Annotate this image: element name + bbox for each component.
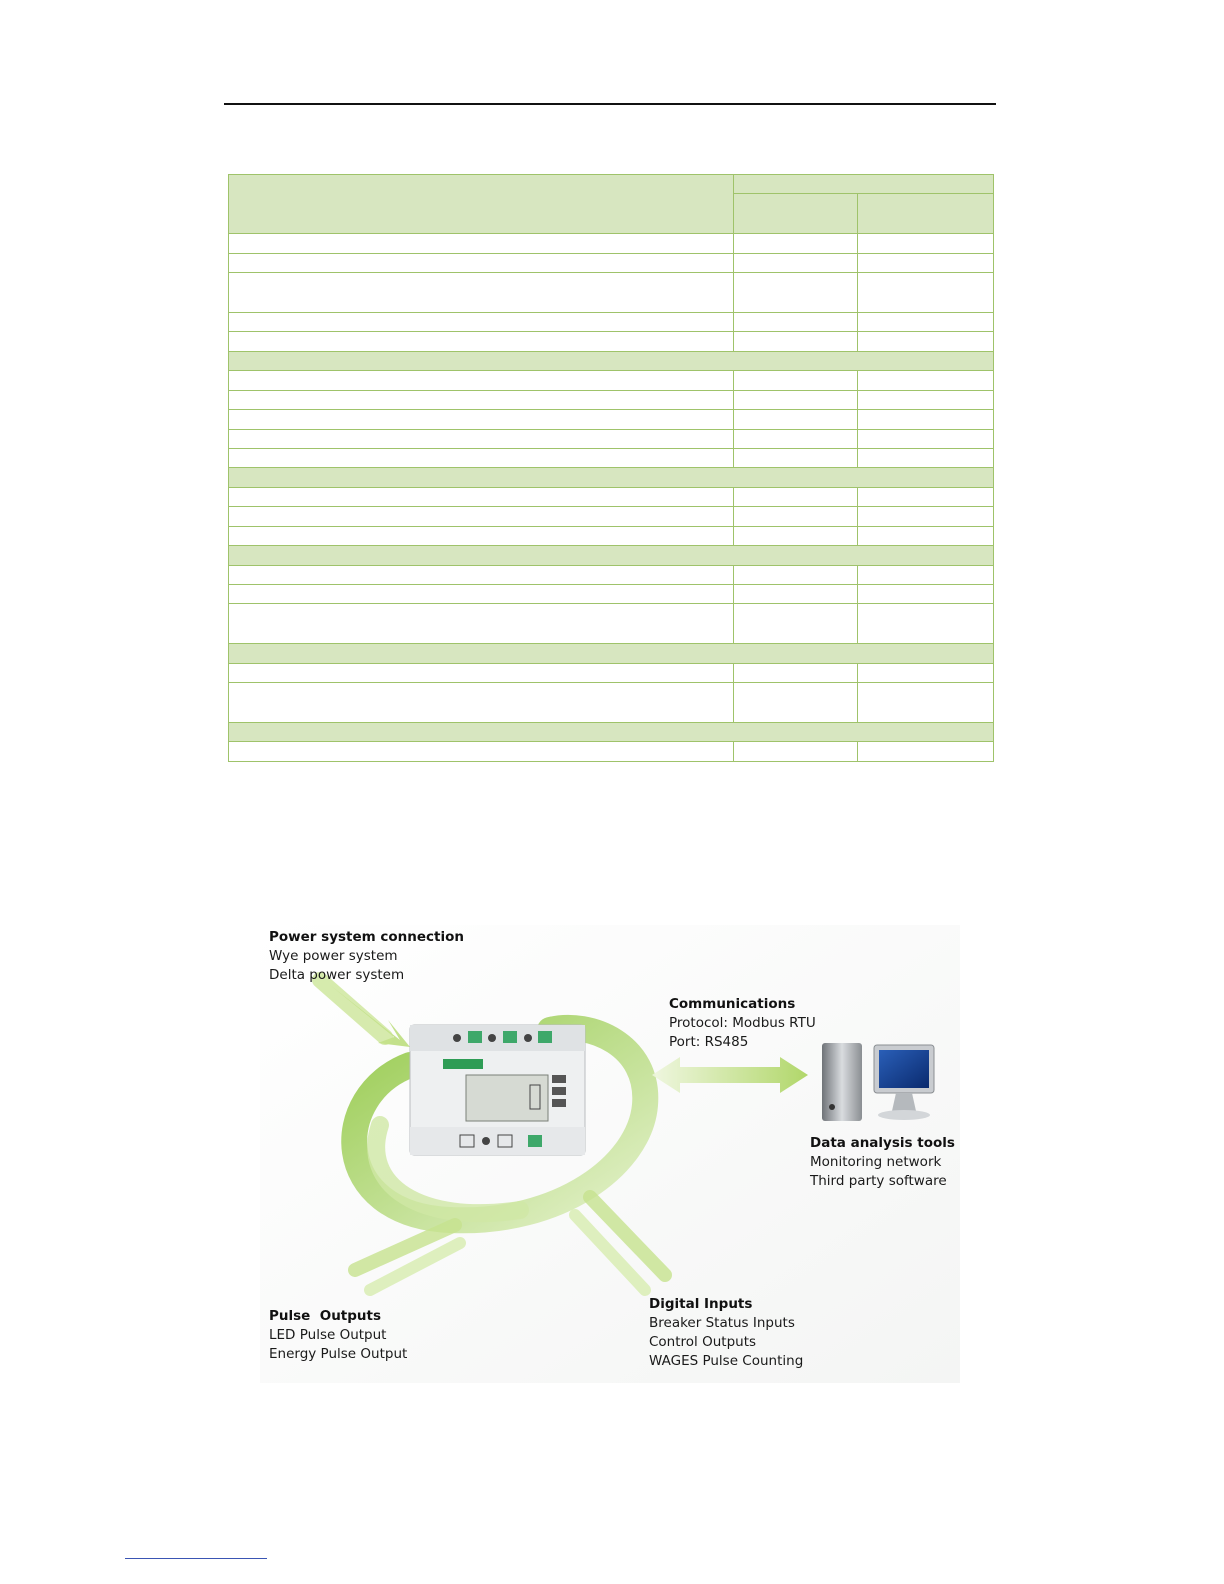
power-system-title: Power system connection bbox=[269, 929, 465, 945]
footer-link-underline[interactable] bbox=[125, 1558, 267, 1559]
table-row bbox=[229, 253, 994, 272]
table-header-row bbox=[229, 175, 994, 194]
data-tools-item: Third party software bbox=[810, 1173, 947, 1189]
header-rule bbox=[224, 103, 996, 105]
digital-item: WAGES Pulse Counting bbox=[649, 1353, 804, 1369]
power-system-label bbox=[269, 928, 464, 985]
table-row bbox=[229, 683, 994, 723]
communications-item: Port: RS485 bbox=[669, 1034, 749, 1050]
header-cell-parameter bbox=[229, 175, 734, 234]
header-cell-models bbox=[734, 175, 994, 194]
table-row bbox=[229, 410, 994, 429]
table-row bbox=[229, 332, 994, 351]
data-tools-title: Data analysis tools bbox=[810, 1135, 955, 1151]
pulse-item: LED Pulse Output bbox=[269, 1327, 387, 1343]
table-row bbox=[229, 273, 994, 313]
data-tools-item: Monitoring network bbox=[810, 1154, 942, 1170]
communications-title: Communications bbox=[669, 996, 796, 1012]
table-section-row bbox=[229, 351, 994, 370]
table-row bbox=[229, 584, 994, 603]
digital-inputs-title: Digital Inputs bbox=[649, 1296, 753, 1312]
table-row bbox=[229, 313, 994, 332]
digital-inputs-label bbox=[649, 1295, 803, 1371]
communications-item: Protocol: Modbus RTU bbox=[669, 1015, 816, 1031]
table-row bbox=[229, 371, 994, 390]
table-row bbox=[229, 742, 994, 762]
table-row bbox=[229, 604, 994, 644]
power-item: Wye power system bbox=[269, 948, 398, 964]
table-row bbox=[229, 390, 994, 409]
energy-meter-icon bbox=[410, 1025, 585, 1155]
table-row bbox=[229, 663, 994, 682]
spec-table bbox=[228, 174, 994, 762]
pulse-outputs-title: Pulse Outputs bbox=[269, 1308, 382, 1324]
table-section-row bbox=[229, 722, 994, 741]
table-section-row bbox=[229, 468, 994, 487]
table-section-row bbox=[229, 644, 994, 663]
table-row bbox=[229, 429, 994, 448]
table-row bbox=[229, 487, 994, 506]
digital-item: Control Outputs bbox=[649, 1334, 757, 1350]
meter-connection-diagram bbox=[260, 925, 960, 1383]
table-row bbox=[229, 565, 994, 584]
table-row bbox=[229, 234, 994, 253]
header-cell-model-b bbox=[858, 194, 994, 234]
power-item: Delta power system bbox=[269, 967, 405, 983]
data-tools-label bbox=[810, 1134, 955, 1191]
pulse-outputs-label bbox=[269, 1307, 407, 1364]
table-section-row bbox=[229, 546, 994, 565]
header-cell-model-a bbox=[734, 194, 858, 234]
table-row bbox=[229, 507, 994, 526]
pulse-item: Energy Pulse Output bbox=[269, 1346, 408, 1362]
digital-item: Breaker Status Inputs bbox=[649, 1315, 795, 1331]
table-row bbox=[229, 526, 994, 545]
table-row bbox=[229, 448, 994, 467]
communications-label bbox=[669, 995, 816, 1052]
